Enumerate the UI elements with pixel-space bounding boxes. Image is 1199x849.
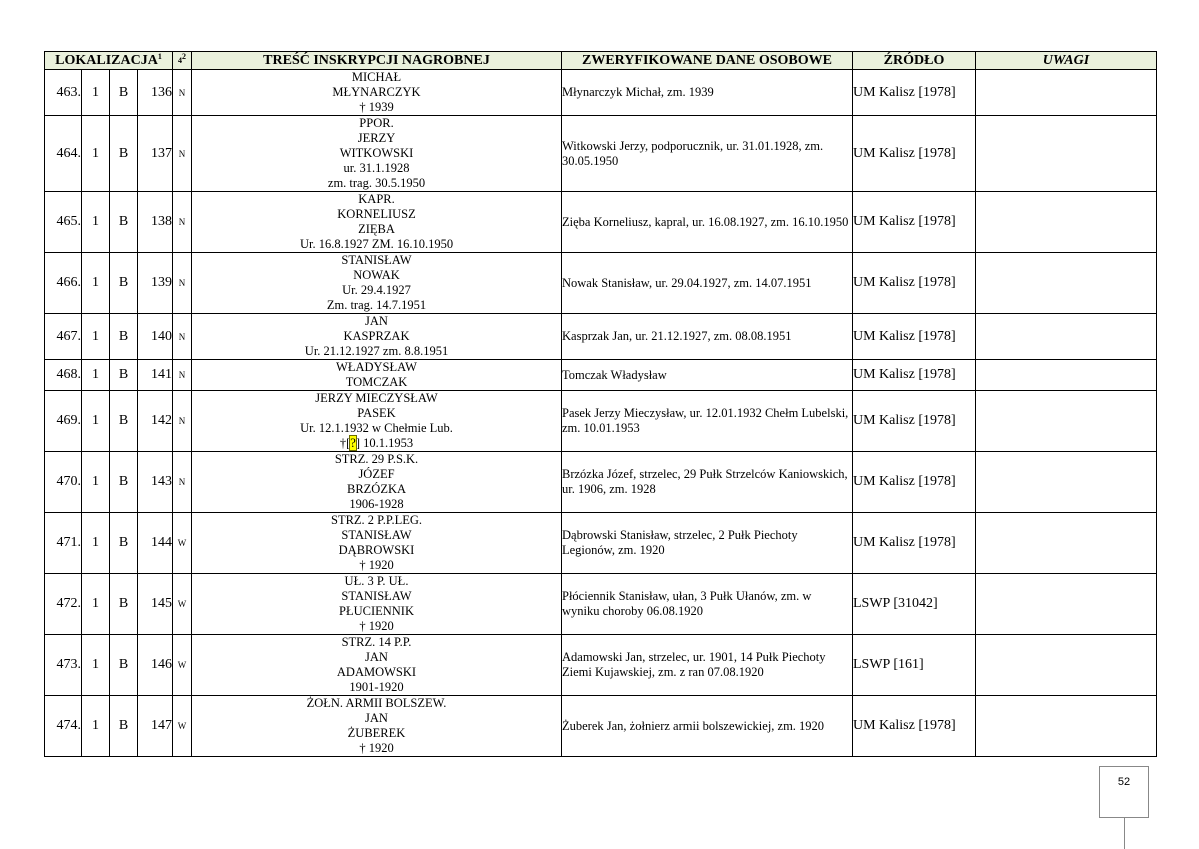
notes-cell: [976, 452, 1157, 513]
header-notes: UWAGI: [976, 52, 1157, 70]
grave-type-cell: N: [173, 314, 192, 360]
inscription-line: ur. 31.1.1928: [343, 161, 410, 175]
table-row: [45, 513, 1157, 574]
grave-number-cell: 144: [138, 513, 173, 574]
inscription-line: WŁADYSŁAW: [336, 360, 417, 374]
table-row: [45, 452, 1157, 513]
row-letter-cell: B: [110, 696, 138, 757]
inscription-line: MICHAŁ: [351, 70, 402, 84]
inscription-cell: [192, 314, 562, 360]
inscription-line: 1901-1920: [349, 680, 404, 694]
grave-type-cell: N: [173, 360, 192, 391]
entry-number-cell: 471.: [45, 513, 82, 574]
inscription-line: JERZY: [357, 131, 396, 145]
entry-number-cell: 466.: [45, 253, 82, 314]
inscription-line: Ur. 29.4.1927: [342, 283, 411, 297]
quarter-cell: 1: [82, 574, 110, 635]
verified-data-cell: Adamowski Jan, strzelec, ur. 1901, 14 Pułk Piechoty Ziemi Kujawskiej, zm. z ran 07.08.1920: [562, 635, 853, 696]
inscription-line: ŻOŁN. ARMII BOLSZEW.: [306, 696, 447, 710]
row-letter-cell: B: [110, 391, 138, 452]
inscription-line: WITKOWSKI: [339, 146, 414, 160]
header-type: $4^2$: [173, 52, 192, 70]
quarter-cell: 1: [82, 314, 110, 360]
grave-type-cell: N: [173, 116, 192, 192]
row-letter-cell: B: [110, 116, 138, 192]
inscription-line: STRZ. 29 P.S.K.: [334, 452, 419, 466]
quarter-cell: 1: [82, 513, 110, 574]
inscription-line: UŁ. 3 P. UŁ.: [344, 574, 409, 588]
inscription-line: JERZY MIECZYSŁAW: [315, 391, 438, 405]
inscription-line: STANISŁAW: [341, 589, 412, 603]
inscription-line: zm. trag. 30.5.1950: [327, 176, 426, 190]
table-row: [45, 360, 1157, 391]
source-cell: UM Kalisz [1978]: [853, 70, 976, 116]
inscription-line: MŁYNARCZYK: [332, 85, 421, 99]
table-row: [45, 116, 1157, 192]
notes-cell: [976, 574, 1157, 635]
entry-number-cell: 470.: [45, 452, 82, 513]
entry-number-cell: 463.: [45, 70, 82, 116]
grave-number-cell: 146: [138, 635, 173, 696]
inscription-line: ADAMOWSKI: [336, 665, 417, 679]
inscription-line: STANISŁAW: [341, 253, 412, 267]
inscription-line: KASPRZAK: [343, 329, 410, 343]
quarter-cell: 1: [82, 360, 110, 391]
table-row: [45, 574, 1157, 635]
inscription-line: STANISŁAW: [341, 528, 412, 542]
notes-cell: [976, 314, 1157, 360]
inscription-cell: [192, 452, 562, 513]
entry-number-cell: 467.: [45, 314, 82, 360]
verified-data-cell: Płóciennik Stanisław, ułan, 3 Pułk Ułanów, zm. w wyniku choroby 06.08.1920: [562, 574, 853, 635]
table-row: [45, 192, 1157, 253]
quarter-cell: 1: [82, 70, 110, 116]
inscription-line: [192, 436, 561, 451]
source-cell: UM Kalisz [1978]: [853, 192, 976, 253]
entry-number-cell: 472.: [45, 574, 82, 635]
grave-type-cell: N: [173, 192, 192, 253]
inscription-line: JÓZEF: [358, 467, 395, 481]
header-verified-data: ZWERYFIKOWANE DANE OSOBOWE: [562, 52, 853, 70]
grave-type-cell: N: [173, 70, 192, 116]
verified-data-cell: Pasek Jerzy Mieczysław, ur. 12.01.1932 Chełm Lubelski, zm. 10.01.1953: [562, 391, 853, 452]
source-cell: LSWP [161]: [853, 635, 976, 696]
entry-number-cell: 469.: [45, 391, 82, 452]
inscription-line: † 1920: [359, 558, 394, 572]
grave-type-cell: N: [173, 452, 192, 513]
inscription-fragment: †[: [339, 436, 351, 450]
quarter-cell: 1: [82, 696, 110, 757]
verified-data-cell: Witkowski Jerzy, podporucznik, ur. 31.01.1928, zm. 30.05.1950: [562, 116, 853, 192]
inscription-cell: [192, 635, 562, 696]
notes-cell: [976, 513, 1157, 574]
inscription-line: BRZÓZKA: [346, 482, 407, 496]
grave-type-cell: N: [173, 391, 192, 452]
quarter-cell: 1: [82, 253, 110, 314]
header-lokalizacja: LOKALIZACJA$^1$: [45, 52, 173, 70]
quarter-cell: 1: [82, 452, 110, 513]
notes-cell: [976, 192, 1157, 253]
page-number: 52: [1099, 766, 1149, 818]
grave-number-cell: 141: [138, 360, 173, 391]
grave-number-cell: 140: [138, 314, 173, 360]
quarter-cell: 1: [82, 391, 110, 452]
verified-data-cell: Tomczak Władysław: [562, 360, 853, 391]
row-letter-cell: B: [110, 360, 138, 391]
inscription-cell: [192, 253, 562, 314]
notes-cell: [976, 635, 1157, 696]
inscription-cell: [192, 513, 562, 574]
entry-number-cell: 468.: [45, 360, 82, 391]
grave-number-cell: 147: [138, 696, 173, 757]
grave-number-cell: 145: [138, 574, 173, 635]
source-cell: UM Kalisz [1978]: [853, 452, 976, 513]
burial-register-table: [44, 51, 1157, 757]
inscription-line: STRZ. 14 P.P.: [341, 635, 412, 649]
inscription-line: Ur. 12.1.1932 w Chełmie Lub.: [300, 421, 453, 435]
row-letter-cell: B: [110, 314, 138, 360]
table-row: [45, 70, 1157, 116]
inscription-line: STRZ. 2 P.P.LEG.: [331, 513, 422, 527]
inscription-line: ŻUBEREK: [347, 726, 406, 740]
inscription-line: Zm. trag. 14.7.1951: [326, 298, 427, 312]
entry-number-cell: 465.: [45, 192, 82, 253]
inscription-line: Ur. 21.12.1927 zm. 8.8.1951: [304, 344, 449, 358]
inscription-line: † 1920: [359, 741, 394, 755]
inscription-line: JAN: [365, 314, 388, 328]
verified-data-cell: Zięba Korneliusz, kapral, ur. 16.08.1927, zm. 16.10.1950: [562, 192, 853, 253]
notes-cell: [976, 696, 1157, 757]
table-row: [45, 391, 1157, 452]
page-number-divider: [1124, 817, 1125, 849]
row-letter-cell: B: [110, 574, 138, 635]
source-cell: UM Kalisz [1978]: [853, 696, 976, 757]
uncertain-mark-highlight: ?: [350, 436, 356, 450]
notes-cell: [976, 391, 1157, 452]
inscription-line: DĄBROWSKI: [338, 543, 415, 557]
inscription-cell: [192, 391, 562, 452]
grave-type-cell: W: [173, 513, 192, 574]
quarter-cell: 1: [82, 192, 110, 253]
inscription-line: Ur. 16.8.1927 ZM. 16.10.1950: [299, 237, 454, 251]
inscription-line: PASEK: [357, 406, 396, 420]
grave-type-cell: W: [173, 635, 192, 696]
grave-number-cell: 139: [138, 253, 173, 314]
verified-data-cell: Kasprzak Jan, ur. 21.12.1927, zm. 08.08.1951: [562, 314, 853, 360]
grave-number-cell: 142: [138, 391, 173, 452]
notes-cell: [976, 253, 1157, 314]
inscription-line: KORNELIUSZ: [337, 207, 416, 221]
entry-number-cell: 474.: [45, 696, 82, 757]
inscription-line: † 1939: [359, 100, 394, 114]
inscription-line: KAPR.: [358, 192, 395, 206]
notes-cell: [976, 116, 1157, 192]
header-source: ŹRÓDŁO: [853, 52, 976, 70]
inscription-line: PŁUCIENNIK: [339, 604, 414, 618]
inscription-line: JAN: [365, 650, 388, 664]
grave-type-cell: N: [173, 253, 192, 314]
quarter-cell: 1: [82, 116, 110, 192]
verified-data-cell: Młynarczyk Michał, zm. 1939: [562, 70, 853, 116]
row-letter-cell: B: [110, 253, 138, 314]
grave-number-cell: 143: [138, 452, 173, 513]
entry-number-cell: 464.: [45, 116, 82, 192]
verified-data-cell: Żuberek Jan, żołnierz armii bolszewickiej, zm. 1920: [562, 696, 853, 757]
entry-number-cell: 473.: [45, 635, 82, 696]
inscription-line: NOWAK: [353, 268, 400, 282]
table-row: [45, 696, 1157, 757]
row-letter-cell: B: [110, 70, 138, 116]
inscription-cell: [192, 116, 562, 192]
source-cell: LSWP [31042]: [853, 574, 976, 635]
inscription-fragment: ] 10.1.1953: [355, 436, 414, 450]
grave-number-cell: 138: [138, 192, 173, 253]
grave-number-cell: 136: [138, 70, 173, 116]
inscription-cell: [192, 360, 562, 391]
row-letter-cell: B: [110, 452, 138, 513]
inscription-cell: [192, 574, 562, 635]
header-inscription: TREŚĆ INSKRYPCJI NAGROBNEJ: [192, 52, 562, 70]
inscription-cell: [192, 70, 562, 116]
inscription-line: JAN: [365, 711, 388, 725]
inscription-line: 1906-1928: [349, 497, 404, 511]
source-cell: UM Kalisz [1978]: [853, 360, 976, 391]
grave-number-cell: 137: [138, 116, 173, 192]
inscription-cell: [192, 192, 562, 253]
inscription-line: PPOR.: [359, 116, 394, 130]
table-row: [45, 314, 1157, 360]
inscription-line: TOMCZAK: [345, 375, 408, 389]
table-row: [45, 253, 1157, 314]
table-row: [45, 635, 1157, 696]
verified-data-cell: Nowak Stanisław, ur. 29.04.1927, zm. 14.07.1951: [562, 253, 853, 314]
header-row: [45, 52, 1157, 70]
quarter-cell: 1: [82, 635, 110, 696]
row-letter-cell: B: [110, 192, 138, 253]
source-cell: UM Kalisz [1978]: [853, 391, 976, 452]
notes-cell: [976, 70, 1157, 116]
grave-type-cell: W: [173, 696, 192, 757]
source-cell: UM Kalisz [1978]: [853, 116, 976, 192]
source-cell: UM Kalisz [1978]: [853, 253, 976, 314]
notes-cell: [976, 360, 1157, 391]
row-letter-cell: B: [110, 635, 138, 696]
grave-type-cell: W: [173, 574, 192, 635]
inscription-line: ZIĘBA: [358, 222, 395, 236]
row-letter-cell: B: [110, 513, 138, 574]
inscription-line: † 1920: [359, 619, 394, 633]
inscription-cell: [192, 696, 562, 757]
source-cell: UM Kalisz [1978]: [853, 513, 976, 574]
verified-data-cell: Brzózka Józef, strzelec, 29 Pułk Strzelców Kaniowskich, ur. 1906, zm. 1928: [562, 452, 853, 513]
source-cell: UM Kalisz [1978]: [853, 314, 976, 360]
verified-data-cell: Dąbrowski Stanisław, strzelec, 2 Pułk Piechoty Legionów, zm. 1920: [562, 513, 853, 574]
